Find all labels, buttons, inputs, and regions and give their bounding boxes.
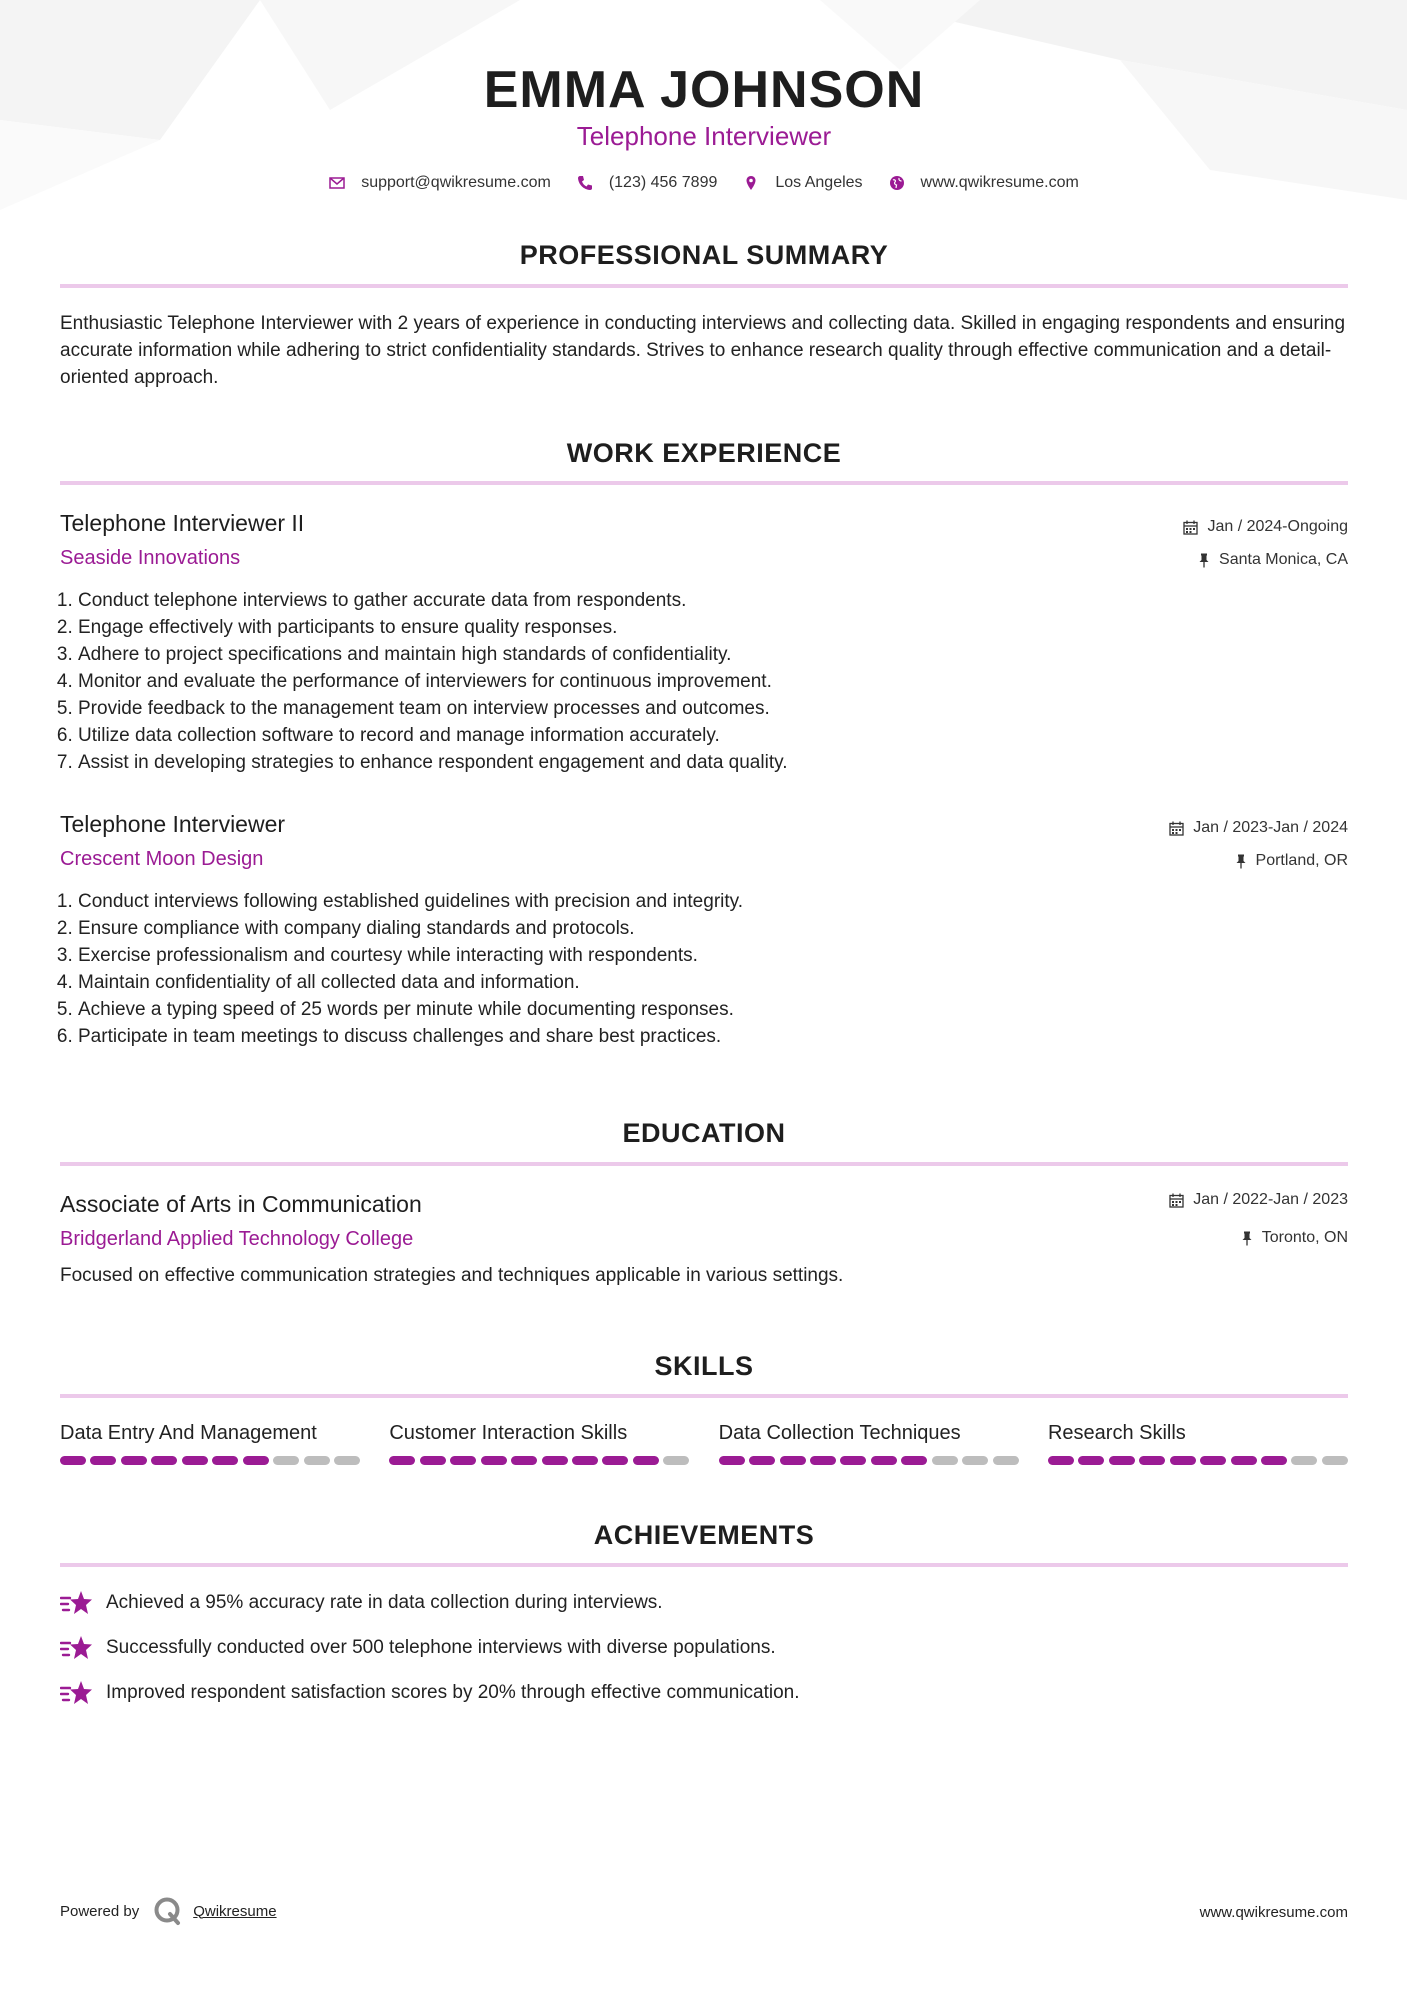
job-dates [1183, 516, 1348, 538]
skill-segment-filled [151, 1456, 177, 1465]
education-description: Focused on effective communication strategies and techniques applicable in various settings. [60, 1265, 844, 1286]
summary-text: Enthusiastic Telephone Interviewer with 2 years of experience in conducting interviews and collecting data. Skilled in engaging respondents and ensuring accurate information while adhering to strict confidentiality standards. Strives to enhance research quality through effective communication and a detail-oriented approach. [60, 313, 1346, 388]
education-school: Bridgerland Applied Technology College [60, 1228, 414, 1250]
skill-segment-filled [243, 1456, 269, 1465]
skill-segment-filled [1170, 1456, 1196, 1465]
list-item: 6. Utilize data collection software to record and manage information accurately. [78, 722, 1278, 749]
job-title: Telephone Interviewer [60, 811, 286, 837]
skill-segment-filled [481, 1456, 507, 1465]
skill-item [389, 1420, 689, 1465]
skill-segment-filled [749, 1456, 775, 1465]
star-achievement-icon [60, 1679, 94, 1707]
skills-row [60, 1420, 1348, 1465]
skill-segment-empty [304, 1456, 330, 1465]
achievement-item [60, 1634, 776, 1662]
section-heading-skills: SKILLS [654, 1351, 754, 1381]
contact-bar [60, 174, 1348, 192]
section-heading-education: EDUCATION [622, 1118, 786, 1148]
skill-segment-filled [1048, 1456, 1074, 1465]
skill-level-bar [1048, 1456, 1348, 1465]
skill-segment-empty [1291, 1456, 1317, 1465]
section-divider [60, 284, 1348, 288]
skill-segment-empty [993, 1456, 1019, 1465]
job-location [1235, 850, 1348, 872]
job-company: Crescent Moon Design [60, 848, 264, 870]
list-item: 3. Adhere to project specifications and maintain high standards of confidentiality. [78, 641, 1278, 668]
skill-segment-filled [1078, 1456, 1104, 1465]
job-location-text: Santa Monica, CA [1219, 551, 1348, 568]
skill-segment-filled [389, 1456, 415, 1465]
section-divider [60, 1162, 1348, 1166]
calendar-icon [1169, 1193, 1184, 1208]
qwikresume-logo-icon [153, 1896, 183, 1926]
job-dates-text: Jan / 2023-Jan / 2024 [1193, 819, 1348, 836]
job-location [1198, 549, 1348, 571]
skill-segment-filled [212, 1456, 238, 1465]
contact-location [743, 174, 862, 192]
list-item: 4. Maintain confidentiality of all collected data and information. [78, 969, 1278, 996]
job-company: Seaside Innovations [60, 547, 241, 569]
list-item: 6. Participate in team meetings to discuss challenges and share best practices. [78, 1023, 1278, 1050]
job-duties-list [60, 888, 1278, 1050]
skill-segment-filled [572, 1456, 598, 1465]
skill-segment-filled [810, 1456, 836, 1465]
education-location [1241, 1227, 1348, 1249]
list-item: 3. Exercise professionalism and courtesy while interacting with respondents. [78, 942, 1278, 969]
skill-segment-filled [542, 1456, 568, 1465]
achievement-item [60, 1679, 800, 1707]
job-dates-text: Jan / 2024-Ongoing [1207, 518, 1348, 535]
list-item: 5. Provide feedback to the management team on interview processes and outcomes. [78, 695, 1278, 722]
skill-segment-filled [1109, 1456, 1135, 1465]
skill-segment-empty [663, 1456, 689, 1465]
skill-segment-filled [1139, 1456, 1165, 1465]
contact-phone-text: (123) 456 7899 [608, 174, 718, 191]
skill-segment-empty [962, 1456, 988, 1465]
job-location-text: Portland, OR [1255, 852, 1348, 869]
skill-segment-filled [511, 1456, 537, 1465]
skill-segment-filled [633, 1456, 659, 1465]
education-dates-text: Jan / 2022-Jan / 2023 [1193, 1191, 1348, 1208]
skill-segment-filled [1231, 1456, 1257, 1465]
section-divider [60, 481, 1348, 485]
section-heading-summary: PROFESSIONAL SUMMARY [519, 240, 889, 270]
skill-segment-empty [932, 1456, 958, 1465]
skill-segment-empty [334, 1456, 360, 1465]
contact-email-text: support@qwikresume.com [361, 174, 551, 191]
skill-segment-filled [871, 1456, 897, 1465]
contact-website-text: www.qwikresume.com [920, 174, 1079, 191]
globe-icon [889, 175, 905, 191]
section-heading-experience: WORK EXPERIENCE [566, 438, 842, 468]
job-dates [1169, 817, 1348, 839]
calendar-icon [1169, 821, 1184, 836]
list-item: 1. Conduct telephone interviews to gather accurate data from respondents. [78, 587, 1278, 614]
contact-phone[interactable] [577, 174, 718, 192]
contact-website[interactable] [889, 174, 1079, 192]
education-dates [1169, 1189, 1348, 1211]
list-item: 5. Achieve a typing speed of 25 words per minute while documenting responses. [78, 996, 1278, 1023]
skill-name: Customer Interaction Skills [389, 1422, 628, 1444]
skill-item [719, 1420, 1019, 1465]
candidate-name: EMMA JOHNSON [483, 61, 925, 119]
skill-name: Research Skills [1047, 1422, 1186, 1444]
education-degree: Associate of Arts in Communication [60, 1191, 422, 1217]
skill-segment-empty [1322, 1456, 1348, 1465]
contact-email[interactable] [329, 174, 551, 192]
skill-segment-filled [1261, 1456, 1287, 1465]
skill-segment-filled [450, 1456, 476, 1465]
contact-location-text: Los Angeles [775, 174, 863, 191]
skill-name: Data Collection Techniques [718, 1422, 961, 1444]
list-item: 1. Conduct interviews following established guidelines with precision and integrity. [78, 888, 1278, 915]
calendar-icon [1183, 520, 1198, 535]
skill-level-bar [60, 1456, 360, 1465]
job-duties-list [60, 587, 1278, 776]
star-achievement-icon [60, 1634, 94, 1662]
envelope-icon [329, 175, 345, 191]
achievement-text: Achieved a 95% accuracy rate in data collection during interviews. [106, 1592, 663, 1613]
achievement-item [60, 1589, 663, 1617]
education-location-text: Toronto, ON [1261, 1229, 1348, 1246]
pushpin-icon [1198, 553, 1210, 568]
candidate-title: Telephone Interviewer [576, 121, 832, 151]
achievement-text: Successfully conducted over 500 telephone interviews with diverse populations. [106, 1637, 776, 1658]
skill-level-bar [389, 1456, 689, 1465]
skill-item [1048, 1420, 1348, 1465]
skill-segment-filled [60, 1456, 86, 1465]
skill-segment-filled [602, 1456, 628, 1465]
skill-segment-filled [901, 1456, 927, 1465]
powered-by-label: Powered by [60, 1902, 140, 1920]
skill-segment-filled [1200, 1456, 1226, 1465]
skill-name: Data Entry And Management [60, 1422, 317, 1444]
skill-level-bar [719, 1456, 1019, 1465]
skill-segment-filled [420, 1456, 446, 1465]
skill-item [60, 1420, 360, 1465]
list-item: 2. Ensure compliance with company dialing standards and protocols. [78, 915, 1278, 942]
star-achievement-icon [60, 1589, 94, 1617]
list-item: 2. Engage effectively with participants to ensure quality responses. [78, 614, 1278, 641]
achievement-text: Improved respondent satisfaction scores by 20% through effective communication. [106, 1682, 800, 1703]
phone-icon [577, 175, 593, 191]
pushpin-icon [1235, 854, 1247, 869]
skill-segment-filled [840, 1456, 866, 1465]
footer-website-link[interactable]: www.qwikresume.com [1199, 1904, 1348, 1921]
section-heading-achievements: ACHIEVEMENTS [593, 1520, 815, 1550]
list-item: 4. Monitor and evaluate the performance of interviewers for continuous improvement. [78, 668, 1278, 695]
skill-segment-filled [780, 1456, 806, 1465]
pushpin-icon [1241, 1231, 1253, 1246]
list-item: 7. Assist in developing strategies to enhance respondent engagement and data quality. [78, 749, 1278, 776]
job-title: Telephone Interviewer II [60, 510, 305, 536]
footer-powered-by [60, 1896, 277, 1926]
skill-segment-filled [182, 1456, 208, 1465]
skill-segment-filled [719, 1456, 745, 1465]
section-divider [60, 1563, 1348, 1567]
qwikresume-link[interactable]: Qwikresume [193, 1902, 277, 1920]
map-pin-icon [743, 175, 759, 191]
skill-segment-filled [121, 1456, 147, 1465]
section-divider [60, 1394, 1348, 1398]
skill-segment-filled [90, 1456, 116, 1465]
skill-segment-empty [273, 1456, 299, 1465]
